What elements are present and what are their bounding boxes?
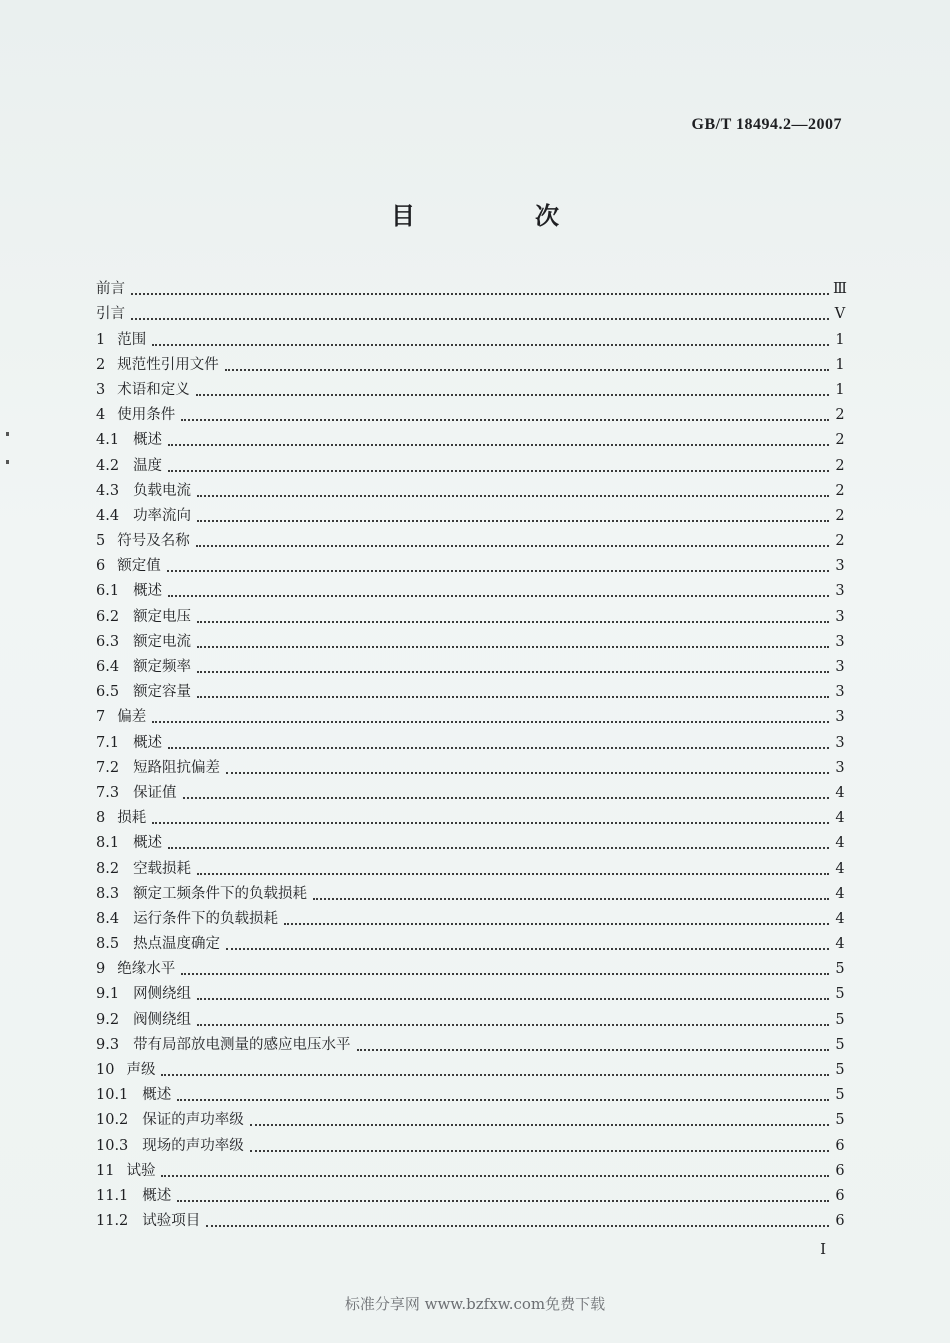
toc-entry[interactable] bbox=[96, 803, 845, 828]
dot-leader bbox=[206, 1215, 829, 1227]
toc-entry[interactable] bbox=[96, 1055, 845, 1080]
toc-entry-number: 7.2 bbox=[96, 759, 120, 776]
dot-leader bbox=[131, 283, 829, 295]
toc-entry-label: 概述 bbox=[133, 432, 163, 449]
toc-entry-page: 6 bbox=[835, 1137, 845, 1154]
toc-entry[interactable] bbox=[96, 425, 845, 450]
dot-leader bbox=[225, 359, 829, 371]
toc-entry[interactable] bbox=[96, 627, 845, 652]
toc-entry-number: 1 bbox=[96, 331, 106, 348]
toc-entry-page: 1 bbox=[835, 331, 845, 348]
toc-entry-label: 前言 bbox=[96, 281, 125, 298]
toc-entry-label: 术语和定义 bbox=[117, 381, 190, 398]
toc-entry-number: 9 bbox=[96, 961, 106, 978]
toc-entry-number: 11.2 bbox=[96, 1213, 129, 1230]
toc-entry-label: 阀侧绕组 bbox=[133, 1011, 192, 1028]
toc-entry-page: 2 bbox=[835, 407, 845, 424]
toc-entry-page: 6 bbox=[835, 1187, 845, 1204]
toc-entry-number: 4.3 bbox=[96, 482, 120, 499]
toc-entry-number: 8.5 bbox=[96, 936, 120, 953]
toc-entry[interactable] bbox=[96, 576, 845, 601]
toc-entry-number: 6.1 bbox=[96, 583, 120, 600]
toc-entry[interactable] bbox=[96, 350, 845, 375]
toc-title: 目 次 bbox=[391, 202, 607, 230]
toc-entry-label: 试验项目 bbox=[142, 1213, 201, 1230]
dot-leader bbox=[177, 1190, 829, 1202]
toc-entry-number: 6.2 bbox=[96, 608, 120, 625]
toc-entry-label: 额定值 bbox=[117, 558, 161, 575]
dot-leader bbox=[183, 787, 829, 799]
toc-entry-number: 8 bbox=[96, 810, 106, 827]
toc-entry[interactable] bbox=[96, 1181, 845, 1206]
toc-entry-number: 6.4 bbox=[96, 659, 120, 675]
toc-entry-number: 3 bbox=[96, 381, 106, 398]
toc-entry-label: 空载损耗 bbox=[133, 860, 192, 877]
toc-entry-label: 额定频率 bbox=[133, 659, 192, 675]
toc-entry-page: 3 bbox=[835, 684, 845, 701]
dot-leader bbox=[168, 460, 829, 472]
toc-entry-page: 4 bbox=[835, 936, 845, 953]
dot-leader bbox=[181, 409, 829, 421]
standard-code: GB/T 18494.2—2007 bbox=[691, 116, 842, 133]
dot-leader bbox=[196, 535, 829, 547]
toc-entry-page: 6 bbox=[835, 1213, 845, 1230]
toc-entry-label: 现场的声功率级 bbox=[142, 1137, 244, 1154]
toc-entry-number: 11.1 bbox=[96, 1187, 129, 1204]
toc-entry-page: 5 bbox=[835, 986, 845, 1003]
toc-entry-page: 2 bbox=[835, 482, 845, 499]
toc-entry-label: 符号及名称 bbox=[117, 533, 190, 550]
toc-entry-label: 功率流向 bbox=[133, 507, 192, 524]
toc-entry-number: 9.3 bbox=[96, 1036, 120, 1053]
page-number: Ⅰ bbox=[820, 1240, 826, 1258]
dot-leader bbox=[168, 585, 829, 597]
toc-entry-page: 2 bbox=[835, 507, 845, 524]
toc-entry[interactable] bbox=[96, 778, 845, 803]
dot-leader bbox=[226, 938, 829, 950]
toc-entry-page: Ⅴ bbox=[834, 306, 846, 323]
toc-entry-label: 运行条件下的负载损耗 bbox=[133, 910, 279, 927]
toc-entry-page: 6 bbox=[835, 1162, 845, 1179]
toc-entry-number: 11 bbox=[96, 1162, 115, 1179]
toc-entry-page: 1 bbox=[835, 356, 845, 373]
toc-entry-number: 4.1 bbox=[96, 432, 120, 449]
toc-entry-page: 4 bbox=[835, 860, 845, 877]
toc-entry[interactable] bbox=[96, 979, 845, 1004]
dot-leader bbox=[284, 913, 829, 925]
toc-entry[interactable] bbox=[96, 753, 845, 778]
toc-entry-number: 2 bbox=[96, 356, 106, 373]
toc-entry-page: 5 bbox=[835, 1087, 845, 1104]
toc-entry-label: 额定工频条件下的负载损耗 bbox=[133, 885, 308, 902]
toc-entry-label: 损耗 bbox=[117, 810, 147, 827]
table-of-contents bbox=[96, 274, 847, 1231]
toc-entry-page: 5 bbox=[835, 1036, 845, 1053]
toc-entry[interactable] bbox=[96, 1030, 845, 1055]
dot-leader bbox=[131, 308, 829, 320]
toc-entry[interactable] bbox=[96, 400, 845, 425]
toc-entry[interactable] bbox=[96, 324, 845, 349]
dot-leader bbox=[226, 762, 829, 774]
toc-entry-page: 3 bbox=[835, 734, 845, 751]
dot-leader bbox=[152, 334, 829, 346]
toc-entry-number: 7.1 bbox=[96, 734, 120, 751]
toc-entry-label: 概述 bbox=[133, 583, 163, 600]
toc-entry-page: Ⅲ bbox=[833, 281, 847, 298]
scan-mark bbox=[6, 460, 9, 464]
toc-entry-page: 5 bbox=[835, 1011, 845, 1028]
dot-leader bbox=[250, 1114, 829, 1126]
toc-entry-page: 3 bbox=[835, 608, 845, 625]
toc-entry-label: 声级 bbox=[126, 1062, 156, 1078]
toc-entry-label: 使用条件 bbox=[117, 407, 176, 424]
toc-entry-number: 10 bbox=[96, 1062, 115, 1078]
dot-leader bbox=[181, 963, 829, 975]
toc-entry-page: 4 bbox=[835, 885, 845, 902]
toc-entry-page: 2 bbox=[835, 432, 845, 449]
toc-entry-page: 5 bbox=[835, 1062, 845, 1078]
toc-entry-label: 概述 bbox=[133, 734, 163, 751]
toc-entry[interactable] bbox=[96, 954, 845, 979]
scan-mark bbox=[6, 432, 9, 436]
toc-entry[interactable] bbox=[96, 904, 845, 929]
toc-entry[interactable] bbox=[96, 450, 845, 475]
dot-leader bbox=[196, 384, 829, 396]
toc-entry-label: 绝缘水平 bbox=[117, 961, 176, 978]
dot-leader bbox=[161, 1064, 829, 1076]
toc-entry-number: 5 bbox=[96, 533, 106, 550]
toc-entry-label: 规范性引用文件 bbox=[117, 356, 219, 373]
toc-entry[interactable] bbox=[96, 727, 845, 752]
dot-leader bbox=[168, 434, 829, 446]
dot-leader bbox=[197, 863, 829, 875]
dot-leader bbox=[152, 812, 829, 824]
watermark-text: 标准分享网 www.bzfxw.com免费下载 bbox=[344, 1295, 606, 1313]
toc-entry[interactable] bbox=[96, 299, 846, 324]
toc-entry-page: 3 bbox=[835, 659, 845, 675]
dot-leader bbox=[197, 686, 829, 698]
toc-entry-label: 范围 bbox=[117, 331, 147, 348]
toc-entry-label: 概述 bbox=[142, 1187, 172, 1204]
toc-entry[interactable] bbox=[96, 501, 845, 526]
toc-entry-page: 3 bbox=[835, 709, 845, 726]
dot-leader bbox=[197, 988, 829, 1000]
toc-entry-label: 额定电流 bbox=[133, 633, 192, 650]
toc-entry-label: 短路阻抗偏差 bbox=[133, 759, 221, 776]
dot-leader bbox=[197, 1014, 829, 1026]
dot-leader bbox=[250, 1140, 829, 1152]
toc-entry-number: 10.3 bbox=[96, 1137, 129, 1154]
toc-entry-page: 1 bbox=[835, 381, 845, 398]
toc-entry-label: 保证值 bbox=[133, 784, 177, 801]
toc-entry-number: 6.5 bbox=[96, 684, 120, 701]
toc-entry-label: 网侧绕组 bbox=[133, 986, 192, 1003]
toc-entry-number: 8.4 bbox=[96, 910, 120, 927]
toc-entry-number: 8.2 bbox=[96, 860, 120, 877]
dot-leader bbox=[168, 837, 829, 849]
dot-leader bbox=[197, 636, 829, 648]
toc-entry-label: 额定电压 bbox=[133, 608, 192, 625]
dot-leader bbox=[197, 611, 829, 623]
toc-entry-label: 试验 bbox=[126, 1162, 156, 1179]
toc-entry-page: 2 bbox=[835, 533, 845, 550]
toc-entry[interactable] bbox=[96, 853, 845, 878]
toc-entry-page: 2 bbox=[835, 457, 845, 474]
toc-entry-page: 3 bbox=[835, 558, 845, 575]
toc-entry-label: 概述 bbox=[133, 835, 163, 852]
toc-entry-page: 4 bbox=[835, 784, 845, 801]
toc-entry-page: 5 bbox=[835, 1112, 845, 1129]
toc-entry-number: 10.2 bbox=[96, 1112, 129, 1129]
toc-entry[interactable] bbox=[96, 526, 845, 551]
toc-entry-page: 5 bbox=[835, 961, 845, 978]
toc-entry[interactable] bbox=[96, 677, 845, 702]
toc-entry-label: 偏差 bbox=[117, 709, 147, 726]
toc-entry[interactable] bbox=[96, 1080, 845, 1105]
toc-entry[interactable] bbox=[96, 476, 845, 501]
toc-entry-label: 额定容量 bbox=[133, 684, 192, 701]
toc-entry-label: 保证的声功率级 bbox=[142, 1112, 244, 1129]
dot-leader bbox=[168, 737, 829, 749]
toc-entry-number: 6 bbox=[96, 558, 106, 575]
dot-leader bbox=[167, 560, 829, 572]
toc-entry-number: 9.1 bbox=[96, 986, 120, 1003]
toc-entry[interactable] bbox=[96, 879, 845, 904]
toc-entry-page: 3 bbox=[835, 583, 845, 600]
toc-entry-page: 4 bbox=[835, 835, 845, 852]
dot-leader bbox=[357, 1039, 829, 1051]
toc-entry-number: 7 bbox=[96, 709, 106, 726]
toc-entry[interactable] bbox=[96, 551, 845, 576]
dot-leader bbox=[177, 1089, 829, 1101]
toc-entry[interactable] bbox=[96, 828, 845, 853]
toc-entry-number: 4.4 bbox=[96, 507, 120, 524]
toc-entry-number: 9.2 bbox=[96, 1011, 120, 1028]
toc-entry-number: 10.1 bbox=[96, 1087, 129, 1104]
toc-entry[interactable] bbox=[96, 1156, 845, 1181]
toc-entry[interactable] bbox=[96, 1130, 845, 1155]
toc-entry-number: 4 bbox=[96, 407, 106, 424]
toc-entry-page: 3 bbox=[835, 759, 845, 776]
dot-leader bbox=[152, 711, 829, 723]
toc-entry-number: 6.3 bbox=[96, 633, 120, 650]
toc-entry[interactable] bbox=[96, 1004, 845, 1029]
toc-entry[interactable] bbox=[96, 929, 845, 954]
toc-entry-page: 4 bbox=[835, 810, 845, 827]
toc-entry-label: 带有局部放电测量的感应电压水平 bbox=[133, 1036, 351, 1053]
toc-entry-page: 4 bbox=[835, 910, 845, 927]
toc-entry[interactable] bbox=[96, 274, 847, 299]
toc-entry-number: 8.3 bbox=[96, 885, 120, 902]
toc-entry-label: 引言 bbox=[96, 306, 125, 323]
toc-entry-number: 8.1 bbox=[96, 835, 120, 852]
toc-entry-label: 负载电流 bbox=[133, 482, 192, 499]
toc-entry[interactable] bbox=[96, 601, 845, 626]
toc-entry-label: 热点温度确定 bbox=[133, 936, 221, 953]
dot-leader bbox=[197, 510, 829, 522]
toc-entry-page: 3 bbox=[835, 633, 845, 650]
toc-entry[interactable] bbox=[96, 1206, 845, 1231]
toc-entry[interactable] bbox=[96, 1105, 845, 1130]
toc-entry-label: 概述 bbox=[142, 1087, 172, 1104]
dot-leader bbox=[197, 661, 829, 673]
toc-entry-number: 4.2 bbox=[96, 457, 120, 474]
toc-entry[interactable] bbox=[96, 702, 845, 727]
dot-leader bbox=[161, 1165, 829, 1177]
toc-entry-label: 温度 bbox=[133, 457, 163, 474]
toc-entry[interactable] bbox=[96, 375, 845, 400]
toc-entry-number: 7.3 bbox=[96, 784, 120, 801]
toc-entry[interactable] bbox=[96, 652, 845, 677]
dot-leader bbox=[313, 888, 829, 900]
dot-leader bbox=[197, 485, 829, 497]
